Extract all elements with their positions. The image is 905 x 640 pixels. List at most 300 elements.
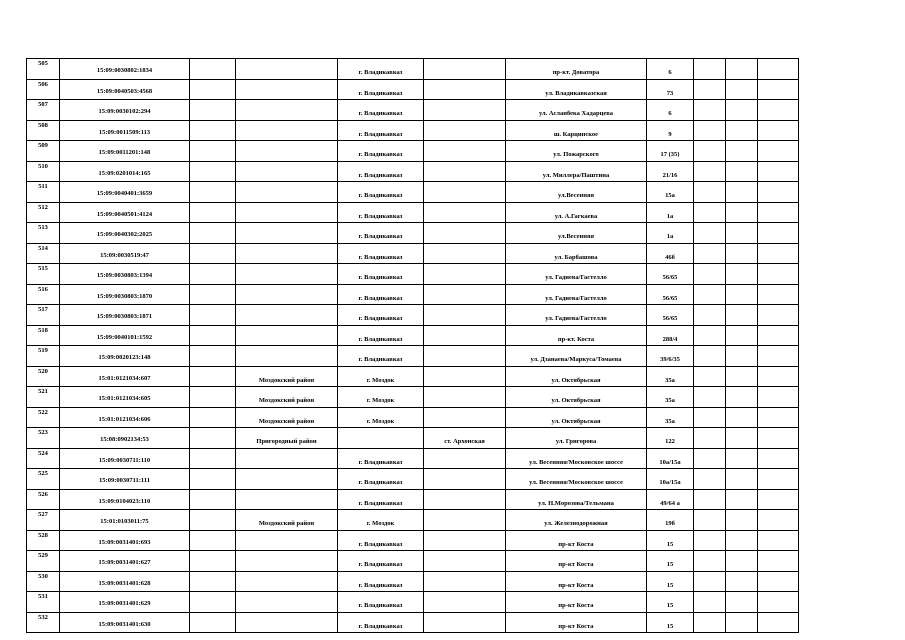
cadastral-number-cell	[60, 612, 190, 633]
register-table	[26, 58, 799, 633]
empty-cell	[758, 161, 799, 182]
table-row	[27, 223, 799, 244]
city-cell	[338, 161, 424, 182]
row-number-text: 508	[38, 121, 48, 129]
row-number-text: 519	[38, 347, 48, 354]
cadastral-number-cell	[60, 346, 190, 367]
house-number-text: 9	[668, 130, 672, 138]
house-number-text: 35а	[665, 417, 675, 425]
empty-cell	[726, 551, 758, 572]
street-cell	[506, 407, 647, 428]
street-cell	[506, 469, 647, 490]
street-cell	[506, 223, 647, 244]
city-cell	[338, 79, 424, 100]
city-text: г. Владикавказ	[358, 294, 403, 302]
empty-cell	[190, 469, 236, 490]
cadastral-number-text: 15:09:0040302:2025	[96, 231, 153, 238]
row-number-cell	[27, 407, 60, 428]
street-cell	[506, 284, 647, 305]
cadastral-number-text: 15:09:0030519:47	[100, 251, 149, 259]
settlement-cell	[424, 141, 506, 162]
city-text: г. Владикавказ	[358, 69, 403, 76]
empty-cell	[758, 428, 799, 449]
street-cell	[506, 592, 647, 613]
city-cell	[338, 325, 424, 346]
city-cell	[338, 428, 424, 449]
city-cell	[338, 489, 424, 510]
settlement-cell	[424, 264, 506, 285]
settlement-cell	[424, 489, 506, 510]
city-text: г. Владикавказ	[358, 151, 403, 158]
empty-cell	[758, 510, 799, 531]
empty-cell	[758, 366, 799, 387]
house-number-cell	[647, 510, 694, 531]
street-text: ул. Октябрьская	[551, 376, 601, 384]
city-cell	[338, 551, 424, 572]
city-text: г. Владикавказ	[358, 192, 403, 199]
empty-cell	[190, 264, 236, 285]
house-number-cell	[647, 407, 694, 428]
cadastral-number-cell	[60, 387, 190, 408]
district-cell	[236, 551, 338, 572]
row-number-text: 530	[38, 572, 48, 580]
city-cell	[338, 284, 424, 305]
settlement-cell	[424, 428, 506, 449]
row-number-text: 518	[38, 326, 48, 334]
cadastral-number-text: 15:08:0902134:53	[100, 436, 149, 443]
street-text: ул.Весенняя	[557, 233, 595, 240]
cadastral-number-text: 15:09:0031401:627	[98, 559, 151, 566]
street-text: пр-кт Коста	[558, 602, 594, 609]
row-number-text: 529	[38, 552, 48, 559]
table-row	[27, 448, 799, 469]
table-row	[27, 305, 799, 326]
empty-cell	[190, 305, 236, 326]
cadastral-number-cell	[60, 243, 190, 264]
empty-cell	[694, 79, 726, 100]
city-text: г. Владикавказ	[358, 315, 403, 322]
cadastral-number-text: 15:09:0030102:294	[98, 108, 151, 115]
row-number-cell	[27, 305, 60, 326]
row-number-cell	[27, 79, 60, 100]
street-cell	[506, 202, 647, 223]
settlement-cell	[424, 223, 506, 244]
house-number-cell	[647, 571, 694, 592]
settlement-cell	[424, 387, 506, 408]
empty-cell	[694, 387, 726, 408]
house-number-text: 15а	[665, 192, 675, 199]
district-cell	[236, 182, 338, 203]
empty-cell	[190, 243, 236, 264]
table-row	[27, 571, 799, 592]
city-cell	[338, 510, 424, 531]
empty-cell	[190, 407, 236, 428]
city-cell	[338, 346, 424, 367]
empty-cell	[694, 551, 726, 572]
table-row	[27, 325, 799, 346]
district-text: Пригородный район	[256, 438, 317, 445]
city-text: г. Моздок	[366, 417, 395, 425]
cadastral-number-text: 15:09:0031401:629	[98, 600, 151, 607]
table-row	[27, 510, 799, 531]
empty-cell	[726, 366, 758, 387]
table-row	[27, 428, 799, 449]
city-text: г. Владикавказ	[358, 540, 403, 548]
settlement-cell	[424, 305, 506, 326]
empty-cell	[758, 530, 799, 551]
cadastral-number-text: 15:09:0201014:165	[98, 169, 151, 177]
district-cell	[236, 510, 338, 531]
district-cell	[236, 571, 338, 592]
empty-cell	[694, 448, 726, 469]
city-cell	[338, 530, 424, 551]
empty-cell	[190, 489, 236, 510]
city-text: г. Моздок	[366, 397, 395, 404]
cadastral-number-cell	[60, 284, 190, 305]
row-number-cell	[27, 510, 60, 531]
street-text: пр-кт. Доватора	[552, 69, 600, 76]
empty-cell	[758, 592, 799, 613]
empty-cell	[758, 325, 799, 346]
district-cell	[236, 100, 338, 121]
district-cell	[236, 469, 338, 490]
empty-cell	[726, 469, 758, 490]
empty-cell	[190, 223, 236, 244]
empty-cell	[758, 100, 799, 121]
district-cell	[236, 264, 338, 285]
cadastral-number-cell	[60, 79, 190, 100]
empty-cell	[190, 182, 236, 203]
empty-cell	[726, 120, 758, 141]
street-text: ул. Миллера/Паштина	[542, 171, 610, 179]
empty-cell	[758, 448, 799, 469]
district-text: Моздокский район	[258, 397, 315, 404]
settlement-cell	[424, 612, 506, 633]
street-text: ул. Асланбека Хадарцева	[538, 110, 614, 117]
house-number-text: 1а	[666, 233, 674, 240]
district-cell	[236, 366, 338, 387]
district-cell	[236, 346, 338, 367]
empty-cell	[694, 243, 726, 264]
empty-cell	[726, 428, 758, 449]
street-cell	[506, 161, 647, 182]
cadastral-number-cell	[60, 592, 190, 613]
row-number-cell	[27, 325, 60, 346]
city-cell	[338, 59, 424, 80]
city-text: г. Владикавказ	[358, 602, 403, 609]
row-number-text: 524	[38, 449, 48, 457]
empty-cell	[694, 530, 726, 551]
empty-cell	[726, 161, 758, 182]
settlement-cell	[424, 59, 506, 80]
empty-cell	[694, 284, 726, 305]
row-number-cell	[27, 264, 60, 285]
street-text: ул. Гадиева/Гастелло	[545, 315, 607, 322]
empty-cell	[758, 141, 799, 162]
house-number-cell	[647, 100, 694, 121]
cadastral-number-cell	[60, 489, 190, 510]
street-cell	[506, 59, 647, 80]
city-text: г. Владикавказ	[358, 253, 403, 261]
empty-cell	[190, 161, 236, 182]
city-text: г. Владикавказ	[358, 274, 403, 281]
district-text: Моздокский район	[258, 376, 315, 384]
empty-cell	[726, 510, 758, 531]
cadastral-number-text: 15:09:0030803:1870	[96, 292, 153, 300]
house-number-text: 35а	[665, 397, 675, 404]
row-number-text: 527	[38, 511, 48, 518]
row-number-cell	[27, 120, 60, 141]
empty-cell	[190, 571, 236, 592]
house-number-cell	[647, 448, 694, 469]
cadastral-number-cell	[60, 469, 190, 490]
cadastral-number-text: 15:09:0040101:1592	[96, 333, 153, 341]
row-number-text: 531	[38, 593, 48, 600]
house-number-text: 122	[665, 438, 675, 445]
settlement-cell	[424, 325, 506, 346]
empty-cell	[190, 325, 236, 346]
house-number-cell	[647, 161, 694, 182]
house-number-text: 288/4	[662, 335, 678, 343]
city-cell	[338, 100, 424, 121]
empty-cell	[726, 325, 758, 346]
empty-cell	[726, 264, 758, 285]
settlement-cell	[424, 100, 506, 121]
street-text: ул.Весенняя	[557, 192, 595, 199]
street-cell	[506, 612, 647, 633]
house-number-text: 46б	[665, 253, 675, 261]
cadastral-number-text: 15:09:0030711:111	[99, 477, 150, 484]
empty-cell	[726, 571, 758, 592]
house-number-cell	[647, 592, 694, 613]
house-number-text: 15	[666, 540, 674, 548]
street-text: ул. Октябрьская	[551, 397, 601, 404]
cadastral-number-cell	[60, 264, 190, 285]
row-number-text: 507	[38, 101, 48, 108]
house-number-cell	[647, 612, 694, 633]
settlement-cell	[424, 182, 506, 203]
street-cell	[506, 428, 647, 449]
district-cell	[236, 284, 338, 305]
row-number-cell	[27, 592, 60, 613]
cadastral-number-cell	[60, 448, 190, 469]
cadastral-number-text: 15:01:0121034:605	[98, 395, 151, 402]
row-number-cell	[27, 551, 60, 572]
street-cell	[506, 530, 647, 551]
empty-cell	[726, 141, 758, 162]
settlement-cell	[424, 551, 506, 572]
empty-cell	[190, 59, 236, 80]
house-number-text: 19б	[665, 520, 675, 527]
empty-cell	[694, 325, 726, 346]
empty-cell	[758, 571, 799, 592]
city-cell	[338, 469, 424, 490]
empty-cell	[758, 469, 799, 490]
street-text: ш. Карцинское	[553, 130, 599, 138]
row-number-cell	[27, 489, 60, 510]
house-number-text: 35а	[665, 376, 675, 384]
row-number-text: 514	[38, 244, 48, 252]
cadastral-number-cell	[60, 161, 190, 182]
street-text: пр-кт Коста	[558, 540, 594, 548]
empty-cell	[694, 100, 726, 121]
street-text: ул. Гадиева/Гастелло	[545, 294, 607, 302]
cadastral-number-text: 15:01:0103011:75	[100, 518, 149, 525]
row-number-text: 505	[38, 60, 48, 67]
empty-cell	[758, 120, 799, 141]
house-number-cell	[647, 387, 694, 408]
house-number-cell	[647, 141, 694, 162]
empty-cell	[726, 284, 758, 305]
cadastral-number-cell	[60, 202, 190, 223]
settlement-cell	[424, 571, 506, 592]
house-number-cell	[647, 489, 694, 510]
table-row	[27, 612, 799, 633]
empty-cell	[758, 346, 799, 367]
empty-cell	[694, 182, 726, 203]
empty-cell	[190, 592, 236, 613]
city-text: г. Владикавказ	[358, 499, 403, 507]
street-text: ул. Владикавказская	[545, 89, 607, 97]
street-text: ул. Дзанаева/Маркуса/Томаева	[530, 356, 622, 363]
row-number-cell	[27, 571, 60, 592]
empty-cell	[758, 551, 799, 572]
settlement-cell	[424, 366, 506, 387]
house-number-text: 17 (35)	[660, 151, 680, 158]
table-row	[27, 551, 799, 572]
empty-cell	[694, 346, 726, 367]
district-cell	[236, 530, 338, 551]
empty-cell	[190, 551, 236, 572]
cadastral-number-text: 15:09:0040501:4124	[96, 210, 153, 218]
row-number-text: 523	[38, 429, 48, 436]
district-cell	[236, 243, 338, 264]
cadastral-number-cell	[60, 325, 190, 346]
house-number-text: 49/64 а	[660, 499, 680, 507]
city-cell	[338, 387, 424, 408]
city-text: г. Владикавказ	[358, 622, 403, 630]
cadastral-number-cell	[60, 530, 190, 551]
row-number-cell	[27, 530, 60, 551]
settlement-text: ст. Архонская	[444, 438, 485, 445]
district-cell	[236, 141, 338, 162]
cadastral-number-cell	[60, 510, 190, 531]
cadastral-number-text: 15:09:0031401:628	[98, 579, 151, 587]
street-cell	[506, 366, 647, 387]
cadastral-number-text: 15:09:0011509:113	[98, 128, 151, 136]
empty-cell	[694, 571, 726, 592]
empty-cell	[726, 489, 758, 510]
street-text: ул. Весенняя/Московское шоссе	[529, 479, 623, 486]
cadastral-number-text: 15:01:0121034:607	[98, 374, 151, 382]
settlement-cell	[424, 346, 506, 367]
settlement-cell	[424, 448, 506, 469]
table-row	[27, 243, 799, 264]
cadastral-number-text: 15:09:0020123:148	[98, 354, 151, 361]
cadastral-number-cell	[60, 407, 190, 428]
empty-cell	[726, 223, 758, 244]
empty-cell	[758, 264, 799, 285]
house-number-text: 21/16	[662, 171, 678, 179]
house-number-text: 15	[666, 622, 674, 630]
city-text: г. Владикавказ	[358, 335, 403, 343]
empty-cell	[190, 612, 236, 633]
row-number-text: 506	[38, 80, 48, 88]
house-number-cell	[647, 223, 694, 244]
row-number-cell	[27, 387, 60, 408]
house-number-cell	[647, 59, 694, 80]
row-number-text: 521	[38, 388, 48, 395]
street-cell	[506, 141, 647, 162]
house-number-cell	[647, 284, 694, 305]
cadastral-number-text: 15:09:0031401:630	[98, 620, 151, 628]
cadastral-number-text: 15:09:0031401:693	[98, 538, 151, 546]
table-row	[27, 489, 799, 510]
settlement-cell	[424, 530, 506, 551]
house-number-text: 39/6/35	[660, 356, 680, 363]
district-cell	[236, 407, 338, 428]
empty-cell	[190, 79, 236, 100]
house-number-text: 56/65	[662, 274, 678, 281]
row-number-cell	[27, 223, 60, 244]
settlement-cell	[424, 161, 506, 182]
city-text: г. Владикавказ	[358, 110, 403, 117]
cadastral-number-text: 15:09:0030803:1871	[96, 313, 153, 320]
district-cell	[236, 120, 338, 141]
house-number-cell	[647, 428, 694, 449]
house-number-cell	[647, 79, 694, 100]
empty-cell	[726, 387, 758, 408]
district-cell	[236, 428, 338, 449]
house-number-text: 15	[666, 561, 674, 568]
row-number-text: 526	[38, 490, 48, 498]
table-row	[27, 346, 799, 367]
street-text: ул. Гадиева/Гастелло	[545, 274, 607, 281]
settlement-cell	[424, 79, 506, 100]
settlement-cell	[424, 469, 506, 490]
row-number-cell	[27, 366, 60, 387]
table-row	[27, 141, 799, 162]
city-cell	[338, 120, 424, 141]
row-number-cell	[27, 612, 60, 633]
house-number-text: 73	[666, 89, 674, 97]
empty-cell	[694, 489, 726, 510]
house-number-text: 6	[668, 69, 672, 76]
cadastral-number-cell	[60, 100, 190, 121]
table-row	[27, 387, 799, 408]
row-number-text: 515	[38, 265, 48, 272]
street-cell	[506, 182, 647, 203]
table-row	[27, 264, 799, 285]
city-cell	[338, 264, 424, 285]
city-text: г. Моздок	[366, 520, 395, 527]
cadastral-number-cell	[60, 223, 190, 244]
city-cell	[338, 448, 424, 469]
row-number-cell	[27, 141, 60, 162]
empty-cell	[758, 243, 799, 264]
row-number-text: 510	[38, 162, 48, 170]
row-number-text: 512	[38, 203, 48, 211]
empty-cell	[190, 448, 236, 469]
street-cell	[506, 571, 647, 592]
empty-cell	[726, 448, 758, 469]
city-text: г. Владикавказ	[358, 356, 403, 363]
street-text: ул. А.Гагкаева	[554, 212, 598, 220]
table-row	[27, 530, 799, 551]
empty-cell	[190, 428, 236, 449]
city-text: г. Владикавказ	[358, 89, 403, 97]
empty-cell	[694, 223, 726, 244]
